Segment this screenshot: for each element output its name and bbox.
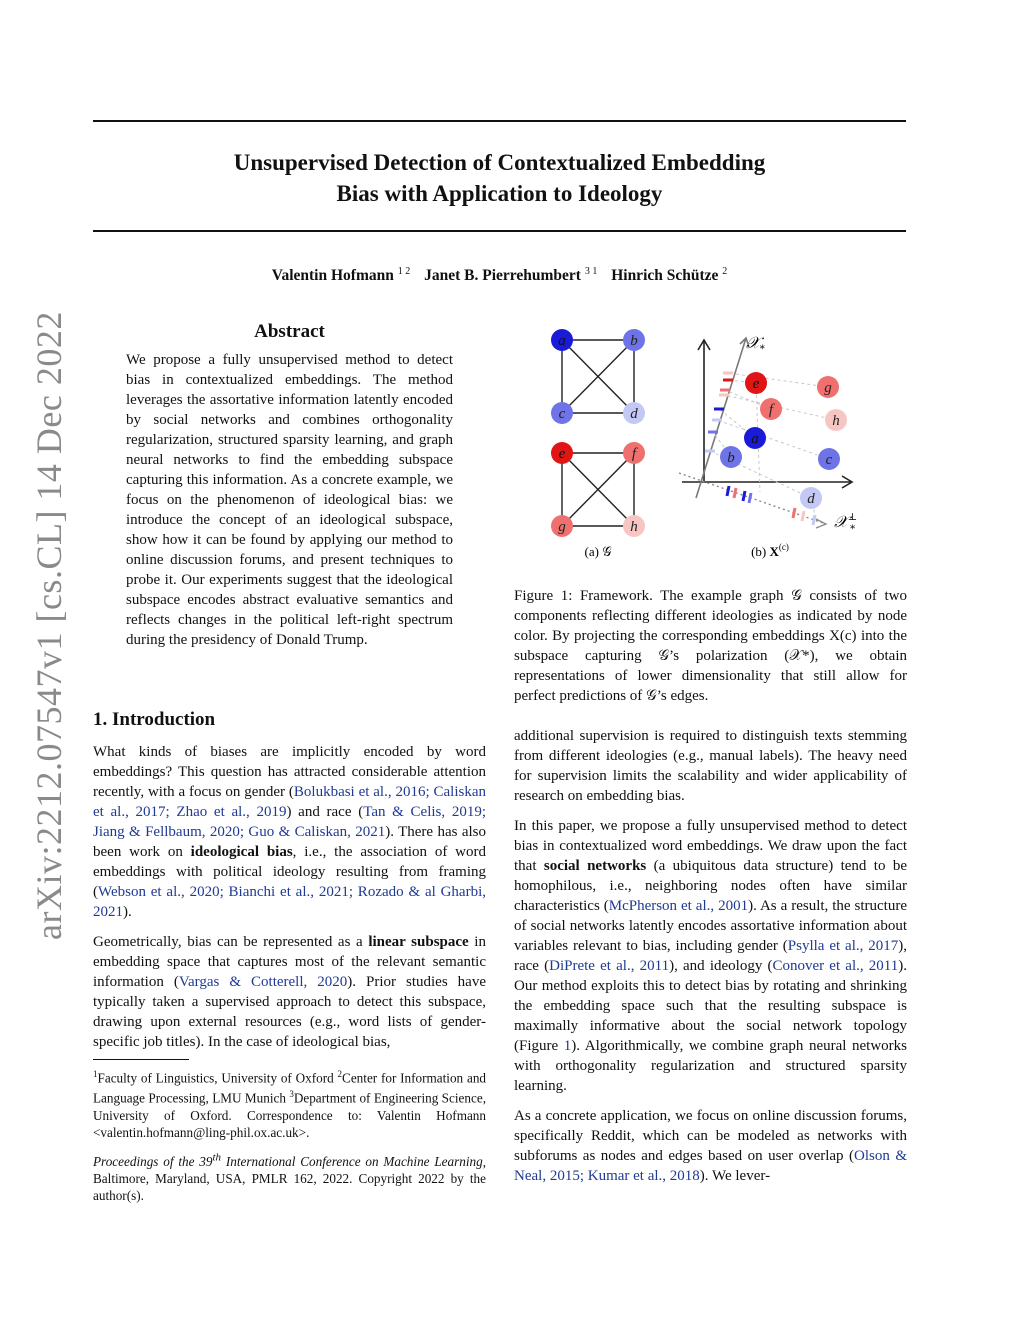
intro-paragraph-1: What kinds of biases are implicitly encoded by word embeddings? This question has attracted considerable attention recently, with a focus on gender (Bolukbasi et al., 2016; Caliskan et al., 2017; Zhao et al., 2019) and race (Tan & Celis, 2019; Jiang & Fellbaum, 2020; Guo & Caliskan, 2021). There has also been work on ideological bias, i.e., the association of word embeddings with political ideology resulting from framing (Webson et al., 2020; Bianchi et al., 2021; Rozado & al Gharbi, 2021). xyxy=(93,744,486,920)
right-paragraph-1: additional supervision is required to distinguish texts stemming from different ideologies (e.g., manual labels). The heavy need for supervision limits the scalability and wider applicability of research on embedding bias. xyxy=(514,728,907,804)
graph-node-label-c: c xyxy=(558,406,566,422)
section-heading-introduction: 1. Introduction xyxy=(93,709,216,730)
figure-reference-link[interactable]: 1 xyxy=(563,1038,572,1054)
right-column-body xyxy=(514,726,907,1196)
embedding-node-label-c: c xyxy=(825,452,833,468)
intro-paragraph-2: Geometrically, bias can be represented as a linear subspace in embedding space that captures most of the relevant semantic information (Vargas & Cotterell, 2020). Prior studies have typically taken a supervised approach to detect this subspace, drawing upon external resources (e.g., word lists of gender-specific job titles). In the case of ideological bias, xyxy=(93,934,486,1050)
embedding-b-nodes xyxy=(720,372,847,509)
embedding-node-label-g: g xyxy=(824,380,832,396)
citation-link[interactable]: Tan & Celis, 2019; Jiang & Fellbaum, 2020; Guo & Caliskan, 2021 xyxy=(93,804,486,840)
embedding-node-label-e: e xyxy=(752,376,760,392)
abstract-text: We propose a fully unsupervised method to detect bias in contextualized embeddings. The method leverages the assortative information latently encoded by social networks and combines orthogonality regularization, structured sparsity learning, and graph neural networks to find the embedding subspace capturing this information. As a concrete example, we focus on the phenomenon of ideological bias: we introduce the concept of an ideological subspace, show how it can be found by applying our method to online discussion forums, and present techniques to probe it. Our experiments suggest that the ideological subspace encodes abstract evaluative semantics and reflects changes in the political left-right spectrum during the presidency of Donald Trump. xyxy=(126,352,453,648)
citation-link[interactable]: Bolukbasi et al., 2016; Caliskan et al., 2017; Zhao et al., 2019 xyxy=(93,784,486,820)
graph-node-label-a: a xyxy=(558,333,566,349)
subfigure-b-caption: (b) $X^{(c)}$ xyxy=(751,542,789,559)
author-list xyxy=(93,266,906,285)
graph-node-label-d: d xyxy=(630,406,638,422)
affiliation-footnote: $^1$Faculty of Linguistics, University of Oxford $^2$Center for Information and Language Processing, LMU Munich $^3$Department of Engineering Science, University of Oxford. Correspondence to: Valentin Hofmann <valentin.hofmann@ling-phil.ox.ac.uk>. xyxy=(93,1069,487,1140)
embedding-node-label-b: b xyxy=(727,450,735,466)
graph-node-label-e: e xyxy=(558,446,566,462)
abstract-heading: Abstract xyxy=(254,321,325,342)
figure-1 xyxy=(514,320,907,570)
graph-node-label-f: f xyxy=(631,446,637,462)
footnote-rule xyxy=(93,1059,189,1060)
figure-1-caption: Figure 1: Framework. The example graph 𝒢 consists of two components reflecting different ideologies as indicated by node color. By projecting the corresponding embeddings X(c) into the subspace capturing 𝒢’s polarization (𝒳*), we obtain representations of lower dimensionality that still allow for perfect predictions of 𝒢’s edges. xyxy=(514,588,907,704)
orthogonal-axis-label: 𝒳⊥ * xyxy=(834,512,858,535)
citation-link[interactable]: DiPrete et al., 2011 xyxy=(549,958,670,974)
subspace-axis-label: 𝒳$_*$ xyxy=(746,333,765,355)
arxiv-side-stamp: arXiv:2212.07547v1 [cs.CL] 14 Dec 2022 xyxy=(29,311,69,940)
proceedings-note: Proceedings of the 39th International Conference on Machine Learning, Baltimore, Maryland, USA, PMLR 162, 2022. Copyright 2022 by the author(s). xyxy=(93,1152,486,1204)
author-1: Valentin Hofmann $^{1 2}$ xyxy=(271,266,411,285)
paper-title xyxy=(93,147,906,209)
citation-link[interactable]: Vargas & Cotterell, 2020 xyxy=(178,974,348,990)
subfigure-a-caption: (a) 𝒢 xyxy=(584,544,612,559)
embedding-panel-b xyxy=(679,333,857,535)
title-line-2: Bias with Application to Ideology xyxy=(336,181,663,206)
author-2: Janet B. Pierrehumbert $^{3 1}$ xyxy=(424,266,598,285)
projection-ticks-orthogonal xyxy=(727,486,815,525)
citation-link[interactable]: Webson et al., 2020; Bianchi et al., 2021; Rozado & al Gharbi, 2021 xyxy=(93,884,486,920)
graph-node-label-b: b xyxy=(630,333,638,349)
graph-node-label-h: h xyxy=(630,519,638,535)
author-3: Hinrich Schütze $^2$ xyxy=(611,266,728,285)
embedding-node-label-d: d xyxy=(807,491,815,507)
citation-link[interactable]: McPherson et al., 2001 xyxy=(608,898,749,914)
title-top-rule xyxy=(93,120,906,122)
graph-panel-a xyxy=(562,340,634,526)
projection-ticks-subspace xyxy=(705,373,733,451)
embedding-node-label-f: f xyxy=(768,402,774,418)
citation-link[interactable]: Psylla et al., 2017 xyxy=(787,938,899,954)
right-paragraph-2: In this paper, we propose a fully unsupervised method to detect bias in contextualized word embeddings. We draw upon the fact that social networks (a ubiquitous data structure) tend to be homophilous, i.e., neighboring nodes often have similar characteristics (McPherson et al., 2001). As a result, the structure of social networks latently encodes assortative information about variables relevant to bias, including gender (Psylla et al., 2017), race (DiPrete et al., 2011), and ideology (Conover et al., 2011). Our method exploits this to detect bias by rotating and shrinking the embedding space such that the resulting subspace is maximally informative about the social network topology (Figure 1). Algorithmically, we combine graph neural networks with orthogonality regularization and structured sparsity learning. xyxy=(514,818,908,1094)
citation-link[interactable]: Conover et al., 2011 xyxy=(772,958,899,974)
embedding-node-label-h: h xyxy=(832,413,840,429)
intro-body xyxy=(93,742,486,1062)
citation-link[interactable]: Olson & Neal, 2015; Kumar et al., 2018 xyxy=(514,1148,907,1184)
right-paragraph-3: As a concrete application, we focus on online discussion forums, specifically Reddit, which can be modeled as networks with subforums as nodes and edges based on user overlap (Olson & Neal, 2015; Kumar et al., 2018). We lever- xyxy=(514,1108,907,1184)
embedding-node-label-a: a xyxy=(751,431,759,447)
graph-a-nodes xyxy=(551,329,645,537)
title-line-1: Unsupervised Detection of Contextualized Embedding xyxy=(233,150,766,175)
graph-node-label-g: g xyxy=(558,519,566,535)
title-bottom-rule xyxy=(93,230,906,232)
